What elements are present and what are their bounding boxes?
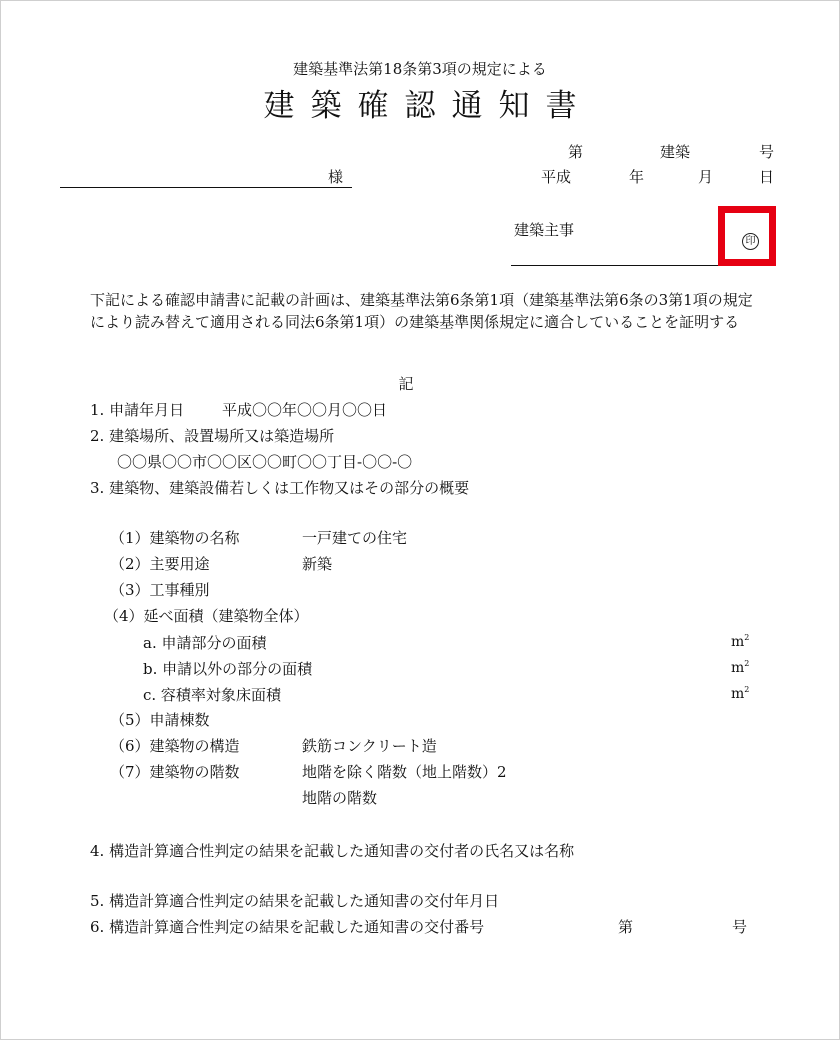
number-kenchiku: 建築 bbox=[660, 143, 691, 161]
area-unit-a bbox=[731, 633, 749, 650]
sub-7-value-1: 地階を除く階数（地上階数）2 bbox=[302, 763, 507, 781]
area-unit-a-sup: 2 bbox=[744, 633, 750, 642]
sub-1-label: （1）建築物の名称 bbox=[110, 529, 240, 547]
certification-statement: 下記による確認申請書に記載の計画は、建築基準法第6条第1項（建築基準法第6条の3第1項の規定により読み替えて適用される同法6条第1項）の建築基準関係規定に適合していることを証明する bbox=[90, 291, 753, 331]
sub-2-value: 新築 bbox=[302, 555, 333, 573]
sub-1-value: 一戸建ての住宅 bbox=[302, 529, 408, 547]
sub-6-value: 鉄筋コンクリート造 bbox=[302, 737, 437, 755]
seal-icon: 印 bbox=[742, 233, 759, 250]
area-unit-a-m: m bbox=[731, 634, 745, 650]
date-year: 年 bbox=[629, 168, 645, 186]
number-dai: 第 bbox=[568, 143, 584, 161]
official-title: 建築主事 bbox=[514, 221, 575, 239]
signature-line bbox=[511, 265, 729, 266]
document-subtitle: 建築基準法第18条第3項の規定による bbox=[293, 60, 547, 78]
area-unit-b bbox=[731, 659, 749, 676]
item-6-dai: 第 bbox=[618, 918, 634, 936]
sub-2-label: （2）主要用途 bbox=[110, 555, 210, 573]
ki-heading: 記 bbox=[398, 375, 414, 393]
number-go: 号 bbox=[759, 143, 775, 161]
area-unit-b-m: m bbox=[731, 660, 745, 676]
item-6-label: 6. 構造計算適合性判定の結果を記載した通知書の交付番号 bbox=[90, 918, 485, 936]
area-unit-c-sup: 2 bbox=[744, 685, 750, 694]
item-2-value: 〇〇県〇〇市〇〇区〇〇町〇〇丁目-〇〇-〇 bbox=[117, 453, 413, 471]
document-title: 建築確認通知書 bbox=[263, 88, 593, 124]
item-6-go: 号 bbox=[732, 918, 748, 936]
area-unit-b-sup: 2 bbox=[744, 659, 750, 668]
addressee-suffix: 様 bbox=[328, 168, 344, 186]
area-unit-c bbox=[731, 685, 749, 702]
area-unit-c-m: m bbox=[731, 686, 745, 702]
sub-4a-label: a. 申請部分の面積 bbox=[143, 634, 267, 652]
item-1-label: 1. 申請年月日 bbox=[90, 401, 185, 419]
item-2-label: 2. 建築場所、設置場所又は築造場所 bbox=[90, 427, 335, 445]
sub-5-label: （5）申請棟数 bbox=[110, 711, 210, 729]
sub-6-label: （6）建築物の構造 bbox=[110, 737, 240, 755]
sub-7-label: （7）建築物の階数 bbox=[110, 763, 240, 781]
sub-7-value-2: 地階の階数 bbox=[302, 789, 378, 807]
sub-3-label: （3）工事種別 bbox=[110, 581, 210, 599]
sub-4c-label: c. 容積率対象床面積 bbox=[143, 686, 281, 704]
item-1-value: 平成〇〇年〇〇月〇〇日 bbox=[222, 401, 388, 419]
item-4-label: 4. 構造計算適合性判定の結果を記載した通知書の交付者の氏名又は名称 bbox=[90, 842, 575, 860]
date-month: 月 bbox=[698, 168, 714, 186]
date-era: 平成 bbox=[541, 168, 572, 186]
item-5-label: 5. 構造計算適合性判定の結果を記載した通知書の交付年月日 bbox=[90, 892, 500, 910]
sub-4-label: （4）延べ面積（建築物全体） bbox=[104, 607, 309, 625]
date-day: 日 bbox=[759, 168, 775, 186]
sub-4b-label: b. 申請以外の部分の面積 bbox=[143, 660, 313, 678]
item-3-label: 3. 建築物、建築設備若しくは工作物又はその部分の概要 bbox=[90, 479, 470, 497]
addressee-line bbox=[60, 187, 352, 188]
